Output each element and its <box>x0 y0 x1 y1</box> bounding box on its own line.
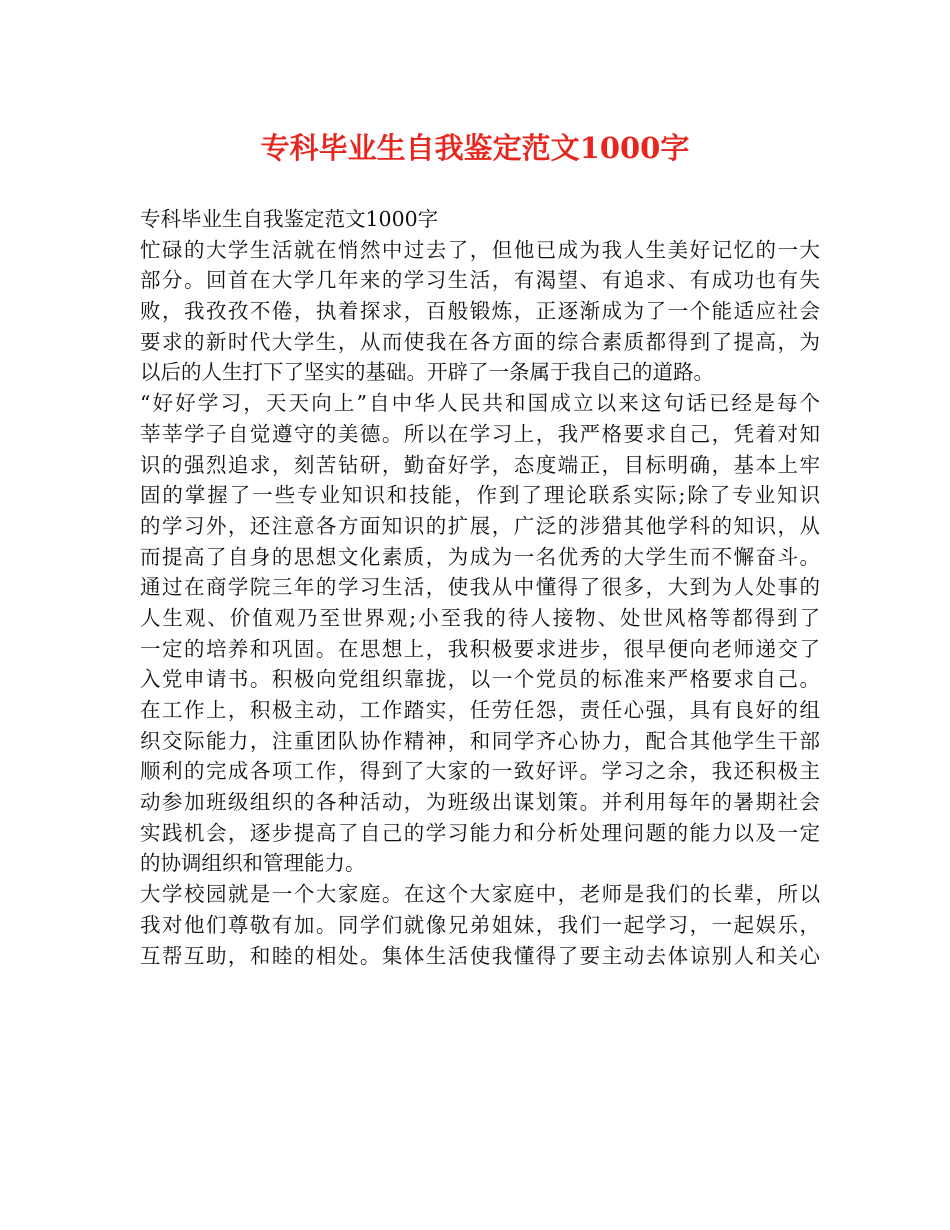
body-line-paragraph-end: 以后的人生打下了坚实的基础。开辟了一条属于我自己的道路。 <box>140 360 714 385</box>
body-line: 大学校园就是一个大家庭。在这个大家庭中，老师是我们的长辈，所以 <box>140 882 820 907</box>
body-line: 忙碌的大学生活就在悄然中过去了，但他已成为我人生美好记忆的一大 <box>140 237 820 262</box>
body-line: 固的掌握了一些专业知识和技能，作到了理论联系实际;除了专业知识 <box>140 483 820 508</box>
body-line: 互帮互助，和睦的相处。集体生活使我懂得了要主动去体谅别人和关心 <box>140 943 820 968</box>
body-line: 一定的培养和巩固。在思想上，我积极要求进步，很早便向老师递交了 <box>140 636 820 661</box>
body-line-subtitle: 专科毕业生自我鉴定范文1000字 <box>140 207 439 231</box>
body-line: 败，我孜孜不倦，执着探求，百般锻炼，正逐渐成为了一个能适应社会 <box>140 299 820 324</box>
body-line: 而提高了自身的思想文化素质，为成为一名优秀的大学生而不懈奋斗。 <box>140 544 820 569</box>
body-line: 我对他们尊敬有加。同学们就像兄弟姐妹，我们一起学习，一起娱乐， <box>140 912 820 937</box>
body-line: 要求的新时代大学生，从而使我在各方面的综合素质都得到了提高，为 <box>140 329 820 354</box>
body-line: 部分。回首在大学几年来的学习生活，有渴望、有追求、有成功也有失 <box>140 268 820 293</box>
body-line: 顺利的完成各项工作，得到了大家的一致好评。学习之余，我还积极主 <box>140 759 820 784</box>
body-line: 织交际能力，注重团队协作精神，和同学齐心协力，配合其他学生干部 <box>140 728 820 753</box>
document-title: 专科毕业生自我鉴定范文1000字 <box>260 131 690 165</box>
body-line-paragraph-end: 的协调组织和管理能力。 <box>140 851 366 876</box>
body-line: 动参加班级组织的各种活动，为班级出谋划策。并利用每年的暑期社会 <box>140 790 820 815</box>
body-line: 莘莘学子自觉遵守的美德。所以在学习上，我严格要求自己，凭着对知 <box>140 421 820 446</box>
body-line: 实践机会，逐步提高了自己的学习能力和分析处理问题的能力以及一定 <box>140 820 820 845</box>
body-line: 的学习外，还注意各方面知识的扩展，广泛的涉猎其他学科的知识，从 <box>140 513 820 538</box>
body-line: 在工作上，积极主动，工作踏实，任劳任怨，责任心强，具有良好的组 <box>140 698 820 722</box>
document-body <box>140 204 820 971</box>
body-line: “好好学习，天天向上”自中华人民共和国成立以来这句话已经是每个 <box>140 391 820 416</box>
body-line: 入党申请书。积极向党组织靠拢，以一个党员的标准来严格要求自己。 <box>140 667 820 692</box>
body-line: 人生观、价值观乃至世界观;小至我的待人接物、处世风格等都得到了 <box>140 605 820 630</box>
body-line: 识的强烈追求，刻苦钻研，勤奋好学，态度端正，目标明确，基本上牢 <box>140 452 820 477</box>
body-line: 通过在商学院三年的学习生活，使我从中懂得了很多，大到为人处事的 <box>140 575 820 600</box>
